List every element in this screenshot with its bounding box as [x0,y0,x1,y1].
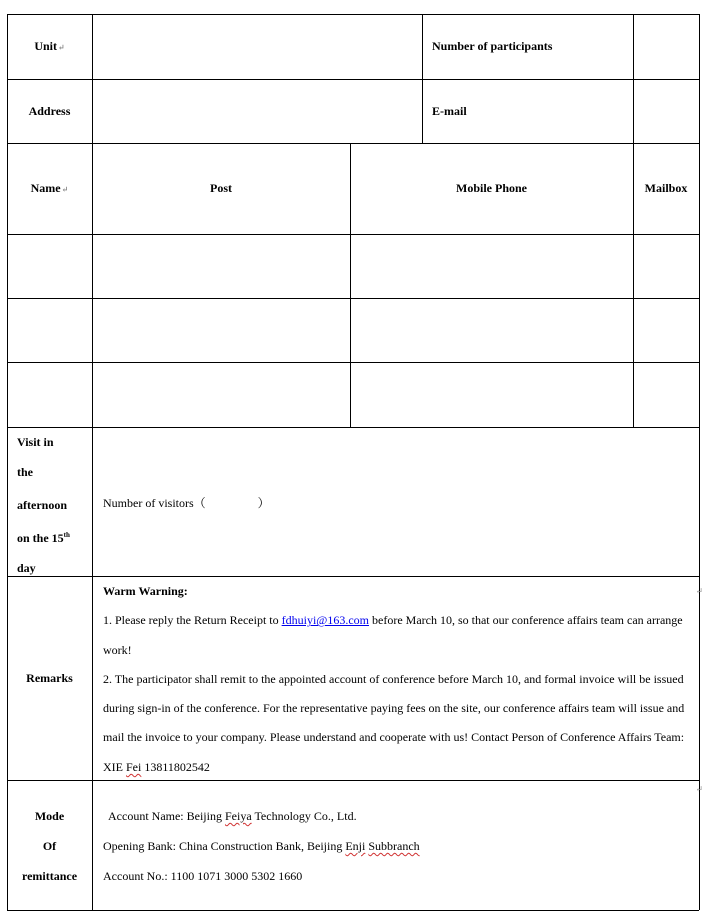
mailbox-header: Mailbox [644,181,688,195]
remittance-details [103,801,693,891]
participant-mobile-input[interactable] [351,363,633,427]
name-header-cell [7,143,92,234]
contact-given-name: Fei [126,759,142,774]
email-label-cell [432,79,632,143]
participant-name-input[interactable] [8,299,92,362]
participant-mailbox-input[interactable] [634,299,699,362]
participants-label: Number of participants [432,39,553,53]
participants-label-cell [432,14,632,79]
account-name-suffix: Technology Co., Ltd. [251,809,357,823]
name-header: Name [30,181,61,195]
remittance-label-line: Of [42,839,57,853]
remittance-label-line: remittance [21,869,78,883]
participant-name-input[interactable] [8,363,92,427]
visit-label-superscript: th [63,531,70,539]
mobile-header-cell [350,143,633,234]
email-label: E-mail [432,103,467,118]
return-mark: ↵ [57,42,65,52]
mobile-header: Mobile Phone [456,181,527,195]
table-border-bottom [7,910,699,911]
unit-label: Unit [34,39,57,53]
remarks-label-cell [7,576,92,780]
unit-label-cell [7,14,92,79]
visitors-count-field[interactable] [103,428,403,576]
address-input[interactable] [93,80,422,143]
participant-post-input[interactable] [93,235,350,298]
visit-label-line: Visit in [17,435,54,449]
account-name-prefix: Account Name: Beijing [108,809,225,823]
bank-prefix: Opening Bank: China Construction Bank, Beijing [103,839,346,853]
opening-bank-line [103,831,693,861]
email-input[interactable] [634,80,699,143]
visit-label-date: on the 15 [17,531,64,545]
account-name-line [103,801,693,831]
item2-text: 2. The participator shall remit to the appointed account of conference before March 10, and formal invoice will be issued during sign-in of the conference. For the representative paying fees on the site, our conference affairs team will issue and mail the invoice to your company. Please understand and cooperate with us! Contact Person of Conference Affairs Team: [103,671,685,745]
address-label: Address [28,103,71,118]
participant-mobile-input[interactable] [351,299,633,362]
column-divider [422,14,423,143]
item1-suffix: before March 10, so that our conference affairs team can arrange work! [103,613,683,657]
warning-title: Warm Warning: [103,584,188,598]
participants-input[interactable] [634,15,699,79]
remarks-content [103,577,693,782]
bank-branch-word: Enji [345,839,366,853]
visitors-label: Number of visitors（ [103,495,206,510]
item1-prefix: 1. Please reply the Return Receipt to [103,613,282,628]
edge-mark: ↵ [695,586,703,596]
return-mark: ↵ [61,184,69,194]
remittance-label-line: Mode [34,809,65,823]
contact-phone: 13811802542 [141,759,210,774]
contact-surname: XIE [103,759,123,774]
account-number-line: Account No.: 1100 1071 3000 5302 1660 [103,869,303,883]
participant-mailbox-input[interactable] [634,363,699,427]
mailbox-header-cell [633,143,699,234]
participant-post-input[interactable] [93,363,350,427]
participant-mailbox-input[interactable] [634,235,699,298]
visit-label-line: day [17,561,36,575]
participant-name-input[interactable] [8,235,92,298]
edge-mark: ↵ [695,784,703,794]
visit-label-line: afternoon [17,498,67,512]
address-label-cell [7,79,92,143]
visit-label-line: the [17,465,33,479]
table-border-right [699,14,700,910]
remarks-item-1 [103,606,693,665]
contact-email-link[interactable]: fdhuiyi@163.com [281,613,369,628]
remarks-label: Remarks [26,670,73,685]
bank-branch-word: Subbranch [368,839,420,853]
participant-mobile-input[interactable] [351,235,633,298]
visitors-close: ） [257,495,270,510]
visit-label-line-date [17,520,91,553]
unit-input[interactable] [93,15,422,79]
participant-post-input[interactable] [93,299,350,362]
remarks-item-2 [103,665,693,782]
post-header-cell [92,143,350,234]
post-header: Post [210,181,232,195]
account-name-word: Feiya [224,809,252,823]
visit-label [17,427,91,583]
remittance-label [7,801,92,891]
